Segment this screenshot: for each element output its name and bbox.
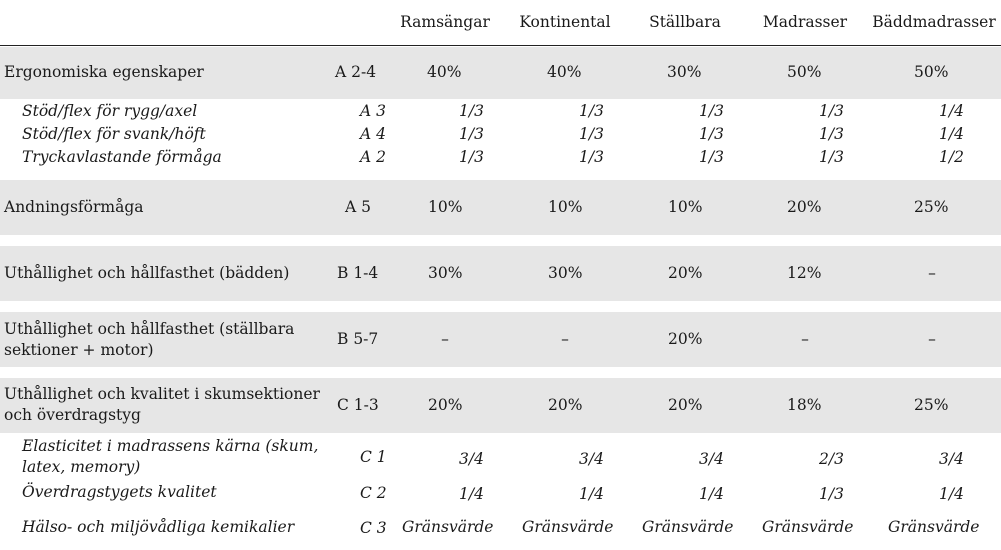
row-value: 1/4 bbox=[939, 485, 964, 503]
column-header: Ramsängar bbox=[400, 13, 490, 31]
row-value: 1/4 bbox=[939, 125, 964, 143]
row-value: 1/2 bbox=[939, 148, 964, 166]
row-value: 30% bbox=[548, 264, 583, 282]
row-value: 1/3 bbox=[819, 148, 844, 166]
row-code: B 5-7 bbox=[337, 330, 379, 348]
row-value: 1/3 bbox=[459, 125, 484, 143]
row-value: 18% bbox=[787, 396, 822, 414]
row-value: 1/3 bbox=[819, 485, 844, 503]
row-value: 1/3 bbox=[459, 102, 484, 120]
row-code: B 1-4 bbox=[337, 264, 379, 282]
row-band-breathability bbox=[0, 180, 1001, 235]
column-header: Kontinental bbox=[519, 13, 611, 31]
row-value: 1/3 bbox=[579, 102, 604, 120]
row-value: 2/3 bbox=[819, 450, 844, 468]
row-value: 1/3 bbox=[699, 102, 724, 120]
row-label: Uthållighet och kvalitet i skumsektioner bbox=[4, 385, 320, 403]
row-label-line2: sektioner + motor) bbox=[4, 341, 154, 359]
row-value: 25% bbox=[914, 198, 949, 216]
row-label: Överdragstygets kvalitet bbox=[22, 483, 217, 501]
row-value: – bbox=[441, 330, 449, 348]
row-value: 25% bbox=[914, 396, 949, 414]
row-label: Hälso- och miljövådliga kemikalier bbox=[22, 518, 295, 536]
row-value: 1/4 bbox=[699, 485, 724, 503]
row-value: 10% bbox=[668, 198, 703, 216]
row-value: 10% bbox=[428, 198, 463, 216]
row-label: Uthållighet och hållfasthet (bädden) bbox=[4, 264, 290, 282]
row-label-line2: latex, memory) bbox=[22, 458, 141, 476]
row-value: 20% bbox=[668, 330, 703, 348]
row-value: 1/4 bbox=[579, 485, 604, 503]
row-value: 1/3 bbox=[819, 102, 844, 120]
row-value: 12% bbox=[787, 264, 822, 282]
row-value: Gränsvärde bbox=[522, 518, 614, 536]
row-label: Elasticitet i madrassens kärna (skum, bbox=[22, 437, 319, 455]
row-value: 3/4 bbox=[699, 450, 724, 468]
table-header bbox=[0, 0, 1001, 46]
row-code: C 3 bbox=[360, 519, 387, 537]
row-value: 20% bbox=[668, 264, 703, 282]
row-value: 20% bbox=[787, 198, 822, 216]
column-header: Madrasser bbox=[762, 13, 848, 31]
row-value: – bbox=[801, 330, 809, 348]
row-code: A 3 bbox=[360, 102, 386, 120]
row-value: 40% bbox=[547, 63, 582, 81]
row-value: Gränsvärde bbox=[762, 518, 854, 536]
row-value: – bbox=[928, 330, 936, 348]
row-label: Stöd/flex för rygg/axel bbox=[22, 102, 198, 120]
row-value: 1/3 bbox=[579, 148, 604, 166]
row-label: Ergonomiska egenskaper bbox=[4, 63, 204, 81]
row-label: Uthållighet och hållfasthet (ställbara bbox=[4, 320, 295, 338]
row-value: Gränsvärde bbox=[402, 518, 494, 536]
row-code: C 2 bbox=[360, 484, 387, 502]
row-value: 1/3 bbox=[819, 125, 844, 143]
column-header: Bäddmadrasser bbox=[872, 13, 996, 31]
row-value: 1/3 bbox=[459, 148, 484, 166]
row-value: 30% bbox=[428, 264, 463, 282]
row-code: A 2 bbox=[360, 148, 386, 166]
row-value: 20% bbox=[428, 396, 463, 414]
row-value: 1/3 bbox=[699, 148, 724, 166]
row-value: 40% bbox=[427, 63, 462, 81]
column-header: Ställbara bbox=[649, 13, 721, 31]
row-label: Andningsförmåga bbox=[4, 198, 144, 216]
row-value: Gränsvärde bbox=[642, 518, 734, 536]
row-value: 50% bbox=[914, 63, 949, 81]
row-value: 20% bbox=[548, 396, 583, 414]
row-value: 50% bbox=[787, 63, 822, 81]
row-value: 20% bbox=[668, 396, 703, 414]
row-code: A 4 bbox=[360, 125, 386, 143]
row-label: Tryckavlastande förmåga bbox=[22, 148, 222, 166]
row-code: C 1 bbox=[360, 448, 387, 466]
row-value: 1/3 bbox=[579, 125, 604, 143]
row-label-line2: och överdragstyg bbox=[4, 406, 141, 424]
row-value: 1/4 bbox=[459, 485, 484, 503]
row-value: 1/3 bbox=[699, 125, 724, 143]
row-value: 30% bbox=[667, 63, 702, 81]
row-value: – bbox=[928, 264, 936, 282]
row-value: 3/4 bbox=[939, 450, 964, 468]
row-code: A 2-4 bbox=[335, 63, 377, 81]
row-value: – bbox=[561, 330, 569, 348]
row-value: 10% bbox=[548, 198, 583, 216]
row-code: C 1-3 bbox=[337, 396, 379, 414]
row-value: 1/4 bbox=[939, 102, 964, 120]
row-value: Gränsvärde bbox=[888, 518, 980, 536]
row-value: 3/4 bbox=[579, 450, 604, 468]
row-code: A 5 bbox=[345, 198, 371, 216]
row-label: Stöd/flex för svank/höft bbox=[22, 125, 206, 143]
row-value: 3/4 bbox=[459, 450, 484, 468]
